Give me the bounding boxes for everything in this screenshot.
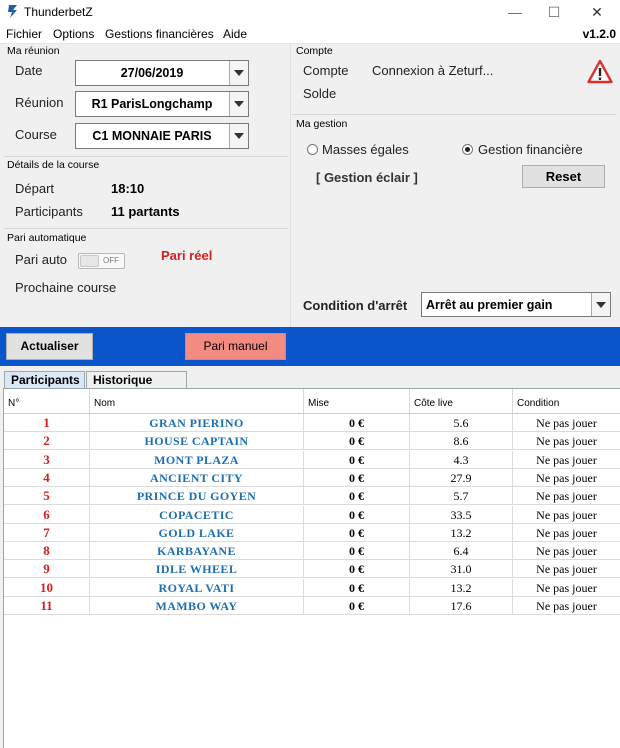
cell-nom: MAMBO WAY <box>90 597 304 615</box>
cell-num: 8 <box>4 542 90 560</box>
reunion-select[interactable] <box>75 91 249 117</box>
column-header-cote[interactable]: Côte live <box>410 389 513 413</box>
depart-label: Départ <box>15 181 55 196</box>
table-header <box>4 389 620 414</box>
cell-mise[interactable]: 0 € <box>304 524 410 542</box>
solde-label: Solde <box>303 86 337 101</box>
details-panel-title: Détails de la course <box>7 159 100 171</box>
cell-condition[interactable]: Ne pas jouer <box>513 542 620 560</box>
table-row[interactable] <box>4 451 620 469</box>
cell-cote: 5.7 <box>410 487 513 505</box>
participants-label: Participants <box>15 204 83 219</box>
cell-condition[interactable]: Ne pas jouer <box>513 451 620 469</box>
cell-num: 3 <box>4 451 90 469</box>
cell-num: 10 <box>4 579 90 597</box>
pari-manuel-button[interactable]: Pari manuel <box>185 333 286 360</box>
pari-auto-toggle[interactable] <box>78 253 125 269</box>
cell-condition[interactable]: Ne pas jouer <box>513 579 620 597</box>
course-select[interactable] <box>75 123 249 149</box>
pari-mode-label: Pari réel <box>161 248 213 263</box>
table-row[interactable] <box>4 432 620 450</box>
cell-num: 2 <box>4 432 90 450</box>
version-label: v1.2.0 <box>582 27 616 41</box>
cell-nom: GRAN PIERINO <box>90 414 304 432</box>
divider <box>4 156 288 157</box>
table-row[interactable] <box>4 506 620 524</box>
gestion-eclair-link[interactable]: [ Gestion éclair ] <box>316 170 418 185</box>
cell-cote: 17.6 <box>410 597 513 615</box>
cell-cote: 13.2 <box>410 524 513 542</box>
column-header-nom[interactable]: Nom <box>90 389 304 413</box>
menu-fichier[interactable]: Fichier <box>6 27 43 41</box>
compte-value: Connexion à Zeturf... <box>372 63 494 78</box>
chevron-down-icon[interactable] <box>229 124 248 148</box>
cell-condition[interactable]: Ne pas jouer <box>513 560 620 578</box>
compte-panel-title: Compte <box>296 45 333 57</box>
radio-masses-egales[interactable] <box>307 144 318 155</box>
cell-mise[interactable]: 0 € <box>304 469 410 487</box>
cell-condition[interactable]: Ne pas jouer <box>513 414 620 432</box>
cell-mise[interactable]: 0 € <box>304 579 410 597</box>
cell-condition[interactable]: Ne pas jouer <box>513 487 620 505</box>
cell-cote: 6.4 <box>410 542 513 560</box>
cell-mise[interactable]: 0 € <box>304 506 410 524</box>
cell-nom: GOLD LAKE <box>90 524 304 542</box>
cell-num: 1 <box>4 414 90 432</box>
window-title: ThunderbetZ <box>24 5 93 19</box>
cell-num: 11 <box>4 597 90 615</box>
tab-historique-paris[interactable]: Historique <box>86 371 187 389</box>
cell-nom: PRINCE DU GOYEN <box>90 487 304 505</box>
chevron-down-icon[interactable] <box>229 92 248 116</box>
table-row[interactable] <box>4 469 620 487</box>
cell-mise[interactable]: 0 € <box>304 414 410 432</box>
pari-auto-panel-title: Pari automatique <box>7 232 87 244</box>
cell-nom: ROYAL VATI <box>90 579 304 597</box>
column-header-mise[interactable]: Mise <box>304 389 410 413</box>
divider <box>4 228 288 229</box>
reunion-panel-title: Ma réunion <box>7 45 60 57</box>
toggle-knob <box>80 255 99 267</box>
condition-arret-value: Arrêt au premier gain <box>426 298 553 312</box>
table-row[interactable] <box>4 524 620 542</box>
chevron-down-icon[interactable] <box>591 293 610 316</box>
close-button[interactable]: ✕ <box>591 4 603 20</box>
masses-egales-label[interactable]: Masses égales <box>322 142 409 157</box>
cell-cote: 4.3 <box>410 451 513 469</box>
toggle-state: OFF <box>103 256 119 265</box>
cell-condition[interactable]: Ne pas jouer <box>513 524 620 542</box>
table-row[interactable] <box>4 597 620 615</box>
menu-options[interactable]: Options <box>53 27 95 41</box>
cell-cote: 27.9 <box>410 469 513 487</box>
next-course-label: Prochaine course <box>15 280 117 295</box>
panel-divider <box>290 44 291 327</box>
column-header-num[interactable]: N° <box>4 389 90 413</box>
condition-arret-label: Condition d'arrêt <box>303 298 408 313</box>
cell-nom: IDLE WHEEL <box>90 560 304 578</box>
cell-cote: 5.6 <box>410 414 513 432</box>
table-row[interactable] <box>4 487 620 505</box>
cell-mise[interactable]: 0 € <box>304 597 410 615</box>
table-row[interactable] <box>4 560 620 578</box>
cell-num: 9 <box>4 560 90 578</box>
cell-condition[interactable]: Ne pas jouer <box>513 469 620 487</box>
actualiser-button[interactable]: Actualiser <box>6 333 93 360</box>
warning-triangle-icon[interactable] <box>587 59 613 84</box>
pari-auto-label: Pari auto <box>15 252 68 267</box>
maximize-button[interactable]: ☐ <box>547 4 561 20</box>
cell-condition[interactable]: Ne pas jouer <box>513 597 620 615</box>
table-row[interactable] <box>4 542 620 560</box>
course-label: Course <box>15 127 57 142</box>
compte-label: Compte <box>303 63 349 78</box>
cell-num: 5 <box>4 487 90 505</box>
cell-cote: 13.2 <box>410 579 513 597</box>
menu-gestions-financieres[interactable]: Gestions financières <box>105 27 214 41</box>
title-bar <box>0 0 620 24</box>
cell-nom: COPACETIC <box>90 506 304 524</box>
participants-table <box>3 388 620 748</box>
course-select-value: C1 MONNAIE PARIS <box>92 129 212 143</box>
depart-value: 18:10 <box>111 181 145 196</box>
column-header-condition[interactable]: Condition <box>517 398 560 409</box>
reunion-label: Réunion <box>15 95 64 110</box>
table-row[interactable] <box>4 579 620 597</box>
reunion-select-value: R1 ParisLongchamp <box>91 97 213 111</box>
cell-nom: KARBAYANE <box>90 542 304 560</box>
gestion-panel-title: Ma gestion <box>296 118 348 130</box>
menu-bar <box>0 24 620 44</box>
cell-cote: 31.0 <box>410 560 513 578</box>
menu-aide[interactable]: Aide <box>223 27 248 41</box>
table-row[interactable] <box>4 414 620 432</box>
chevron-down-icon[interactable] <box>229 61 248 85</box>
cell-cote: 33.5 <box>410 506 513 524</box>
cell-nom: MONT PLAZA <box>90 451 304 469</box>
minimize-button[interactable]: — <box>508 4 522 20</box>
cell-nom: ANCIENT CITY <box>90 469 304 487</box>
cell-num: 6 <box>4 506 90 524</box>
cell-condition[interactable]: Ne pas jouer <box>513 506 620 524</box>
cell-mise[interactable]: 0 € <box>304 432 410 450</box>
date-select-value: 27/06/2019 <box>120 66 184 80</box>
cell-mise[interactable]: 0 € <box>304 560 410 578</box>
cell-cote: 8.6 <box>410 432 513 450</box>
divider <box>292 114 616 115</box>
cell-nom: HOUSE CAPTAIN <box>90 432 304 450</box>
radio-gestion-financiere[interactable] <box>462 144 473 155</box>
cell-condition[interactable]: Ne pas jouer <box>513 432 620 450</box>
condition-arret-select[interactable] <box>421 292 611 317</box>
tab-participants[interactable]: Participants <box>4 371 85 389</box>
reset-button[interactable]: Reset <box>522 165 605 188</box>
date-select[interactable] <box>75 60 249 86</box>
cell-num: 4 <box>4 469 90 487</box>
participants-value: 11 partants <box>111 204 180 219</box>
date-label: Date <box>15 63 43 78</box>
lightning-app-icon <box>6 4 20 19</box>
gestion-financiere-label[interactable]: Gestion financière <box>478 142 583 157</box>
cell-mise[interactable]: 0 € <box>304 451 410 469</box>
cell-num: 7 <box>4 524 90 542</box>
cell-mise[interactable]: 0 € <box>304 542 410 560</box>
cell-mise[interactable]: 0 € <box>304 487 410 505</box>
action-bar <box>0 327 620 366</box>
